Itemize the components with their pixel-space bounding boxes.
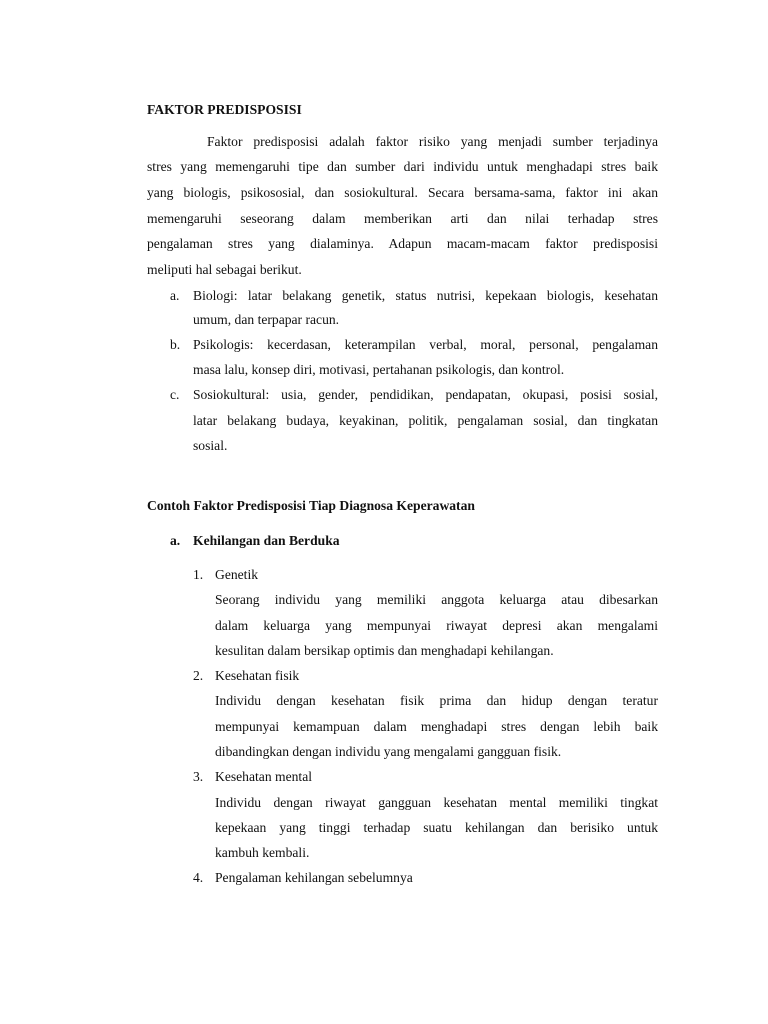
numbered-marker: 3. (193, 769, 204, 784)
sub-heading-marker: a. (170, 533, 181, 548)
list-marker: a. (170, 288, 180, 303)
list-item-line: latar belakang budaya, keyakinan, politik, pengalaman sosial, dan tingkatan (193, 413, 658, 428)
paragraph-line: yang biologis, psikososial, dan sosiokultural. Secara bersama-sama, faktor ini akan (147, 185, 658, 200)
numbered-item-title: Kesehatan fisik (215, 668, 300, 683)
list-item-line: Biologi: latar belakang genetik, status nutrisi, kepekaan biologis, kesehatan (193, 288, 658, 303)
numbered-item-line: Individu dengan riwayat gangguan kesehatan mental memiliki tingkat (215, 795, 658, 810)
numbered-item-line: mempunyai kemampuan dalam menghadapi stres dengan lebih baik (215, 719, 658, 734)
numbered-item-title: Pengalaman kehilangan sebelumnya (215, 870, 413, 885)
paragraph-line: memengaruhi seseorang dalam memberikan arti dan nilai terhadap stres (147, 211, 658, 226)
list-item-line: sosial. (193, 438, 228, 453)
numbered-item-line: Individu dengan kesehatan fisik prima dan hidup dengan teratur (215, 693, 658, 708)
paragraph-line: meliputi hal sebagai berikut. (147, 262, 302, 277)
numbered-item-line: kepekaan yang tinggi terhadap suatu kehilangan dan berisiko untuk (215, 820, 658, 835)
list-item-line: umum, dan terpapar racun. (193, 312, 340, 327)
list-item-line: Psikologis: kecerdasan, keterampilan verbal, moral, personal, pengalaman (193, 337, 658, 352)
numbered-marker: 1. (193, 567, 204, 582)
numbered-item-title: Genetik (215, 567, 259, 582)
numbered-marker: 2. (193, 668, 204, 683)
numbered-item-line: Seorang individu yang memiliki anggota keluarga atau dibesarkan (215, 592, 658, 607)
numbered-item-line: dibandingkan dengan individu yang mengalami gangguan fisik. (215, 744, 562, 759)
paragraph-line: stres yang memengaruhi tipe dan sumber dari individu untuk menghadapi stres baik (147, 159, 658, 174)
list-marker: c. (170, 387, 180, 402)
list-marker: b. (170, 337, 181, 352)
paragraph-line: Faktor predisposisi adalah faktor risiko yang menjadi sumber terjadinya (207, 134, 658, 149)
section-heading: FAKTOR PREDISPOSISI (147, 102, 302, 117)
numbered-item-title: Kesehatan mental (215, 769, 313, 784)
numbered-item-line: dalam keluarga yang mempunyai riwayat depresi akan mengalami (215, 618, 658, 633)
numbered-item-line: kesulitan dalam bersikap optimis dan menghadapi kehilangan. (215, 643, 554, 658)
list-item-line: Sosiokultural: usia, gender, pendidikan, pendapatan, okupasi, posisi sosial, (193, 387, 658, 402)
paragraph-line: pengalaman stres yang dialaminya. Adapun macam-macam faktor predisposisi (147, 236, 658, 251)
numbered-item-line: kambuh kembali. (215, 845, 310, 860)
list-item-line: masa lalu, konsep diri, motivasi, pertahanan psikologis, dan kontrol. (193, 362, 565, 377)
numbered-marker: 4. (193, 870, 204, 885)
section-heading: Contoh Faktor Predisposisi Tiap Diagnosa Keperawatan (147, 498, 475, 513)
sub-heading: Kehilangan dan Berduka (193, 533, 340, 548)
